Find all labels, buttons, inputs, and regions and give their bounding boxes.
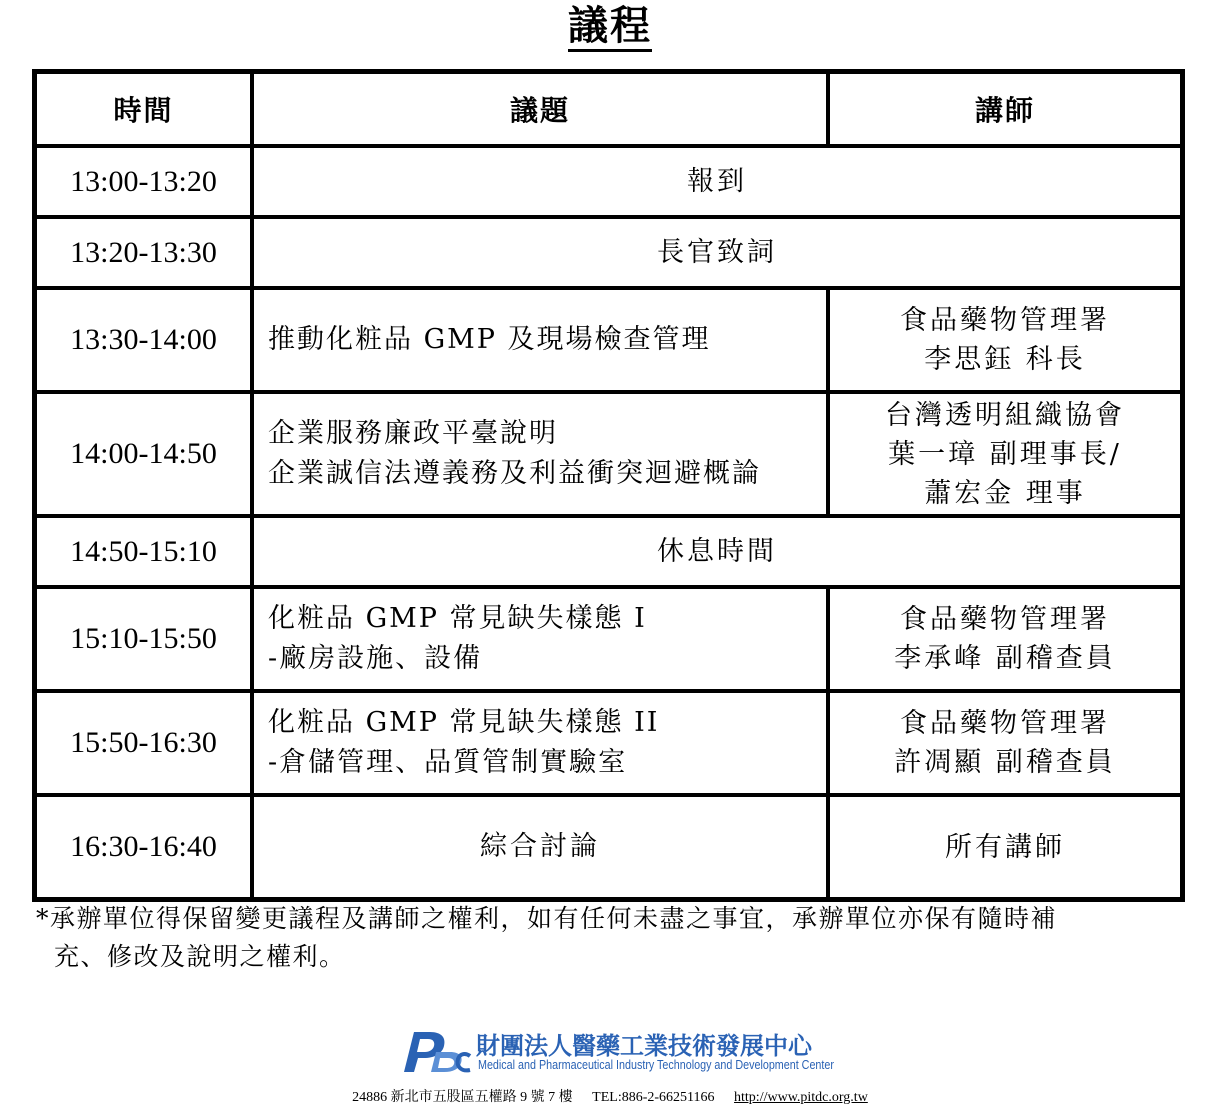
page-title [0, 2, 1220, 50]
time-cell: 15:10-15:50 [35, 587, 252, 691]
time-cell: 13:30-14:00 [35, 288, 252, 392]
speaker-cell [828, 587, 1182, 691]
speaker-line: 食品藥物管理署 [900, 305, 1110, 336]
speaker-line: 蕭宏金 理事 [924, 477, 1086, 509]
website-link[interactable]: http://www.pitdc.org.tw [734, 1090, 868, 1105]
topic-cell [252, 691, 828, 795]
contact-line [0, 1086, 1220, 1106]
table-row [35, 288, 1182, 392]
table-row [35, 217, 1182, 288]
speaker-line: 李承峰 副稽查員 [894, 643, 1116, 674]
tel-text: TEL:886-2-66251166 [592, 1090, 715, 1105]
footnote-line-1: *承辦單位得保留變更議程及講師之權利，如有任何未盡之事宜，承辦單位亦保有隨時補 [36, 904, 1058, 933]
table-row [35, 392, 1182, 516]
topic-line: 推動化粧品 GMP 及現場檢查管理 [268, 324, 711, 355]
table-row [35, 587, 1182, 691]
speaker-line: 李思鈺 科長 [924, 344, 1086, 375]
topic-cell: 休息時間 [252, 516, 1182, 587]
speaker-line: 葉一璋 副理事長/ [888, 438, 1122, 470]
table-row [35, 691, 1182, 795]
speaker-cell: 所有講師 [828, 795, 1182, 899]
time-cell: 14:00-14:50 [35, 392, 252, 516]
topic-cell [252, 288, 828, 392]
topic-cell [252, 392, 828, 516]
header-speaker: 講師 [828, 72, 1182, 146]
speaker-line: 食品藥物管理署 [900, 604, 1110, 635]
table-row [35, 146, 1182, 217]
organization-name-cn: 財團法人醫藥工業技術發展中心 [476, 1032, 812, 1060]
page-title-text: 議程 [568, 3, 652, 52]
topic-line: 化粧品 GMP 常見缺失樣態 I [268, 603, 647, 634]
address-text: 24886 新北市五股區五權路 9 號 7 樓 [352, 1090, 573, 1105]
speaker-line: 食品藥物管理署 [900, 708, 1110, 739]
topic-line: 化粧品 GMP 常見缺失樣態 II [268, 707, 660, 738]
pdc-logo-icon [400, 1028, 472, 1074]
footnote-line-2: 充、修改及說明之權利。 [54, 942, 346, 971]
time-cell: 16:30-16:40 [35, 795, 252, 899]
organization-name-en: Medical and Pharmaceutical Industry Technology and Development Center [478, 1058, 834, 1072]
topic-line: 企業服務廉政平臺說明 [268, 418, 558, 449]
topic-line: 企業誠信法遵義務及利益衝突迴避概論 [268, 458, 761, 489]
time-cell: 13:20-13:30 [35, 217, 252, 288]
topic-cell [252, 587, 828, 691]
time-cell: 15:50-16:30 [35, 691, 252, 795]
time-cell: 13:00-13:20 [35, 146, 252, 217]
table-row [35, 516, 1182, 587]
topic-line: -倉儲管理、品質管制實驗室 [268, 747, 628, 778]
footnote [36, 900, 1196, 976]
organization-logo [400, 1026, 840, 1076]
table-header-row [35, 72, 1182, 146]
topic-cell: 綜合討論 [252, 795, 828, 899]
speaker-line: 台灣透明組織協會 [885, 399, 1125, 431]
speaker-cell [828, 288, 1182, 392]
topic-line: -廠房設施、設備 [268, 643, 483, 674]
speaker-line: 許凋顯 副稽查員 [894, 747, 1116, 778]
time-cell: 14:50-15:10 [35, 516, 252, 587]
header-topic: 議題 [252, 72, 828, 146]
topic-cell: 長官致詞 [252, 217, 1182, 288]
speaker-cell [828, 691, 1182, 795]
table-row [35, 795, 1182, 899]
agenda-table [32, 69, 1185, 902]
header-time: 時間 [35, 72, 252, 146]
topic-cell: 報到 [252, 146, 1182, 217]
speaker-cell [828, 392, 1182, 516]
